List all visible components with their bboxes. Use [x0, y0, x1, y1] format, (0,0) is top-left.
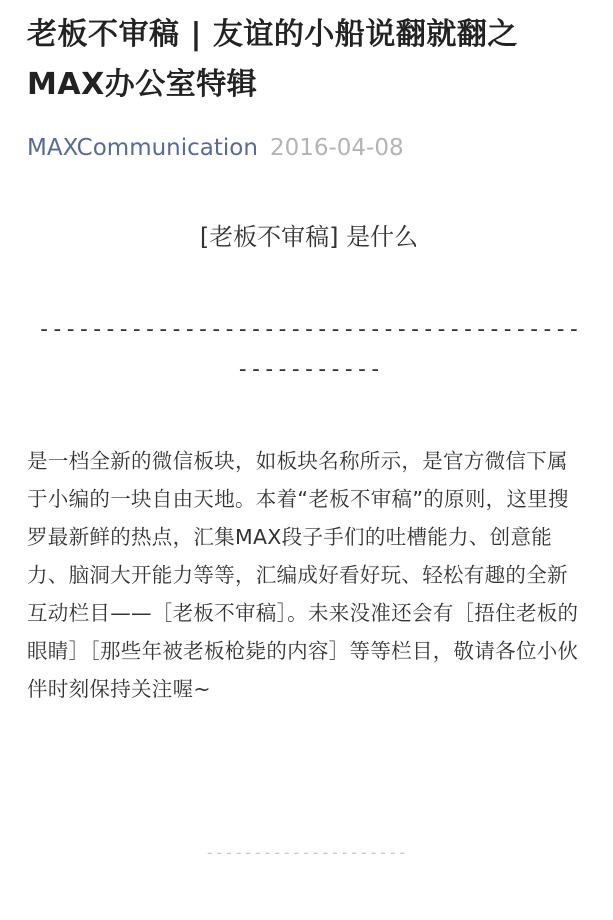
article-meta	[27, 130, 591, 166]
end-divider: ---------------------	[204, 843, 408, 862]
dash-divider: ----------------------------------------------------	[37, 317, 581, 382]
publish-date: 2016-04-08	[269, 135, 404, 161]
author-link[interactable]: MAXCommunication	[27, 135, 258, 161]
article-body: 是一档全新的微信板块，如板块名称所示，是官方微信下属于小编的一块自由天地。本着“老板不审稿”的原则，这里搜罗最新鲜的热点，汇集MAX段子手们的吐槽能力、创意能力、脑洞大开能力等等，汇编成好看好玩、轻松有趣的全新互动栏目——［老板不审稿］。未来没准还会有［捂住老板的眼睛］［那些年被老板枪毙的内容］等等栏目，敬请各位小伙伴时刻保持关注喔~	[27, 449, 579, 701]
section-heading: [老板不审稿] 是什么	[199, 223, 419, 251]
article-title: 老板不审稿 | 友谊的小船说翻就翻之MAX办公室特辑	[27, 17, 518, 102]
